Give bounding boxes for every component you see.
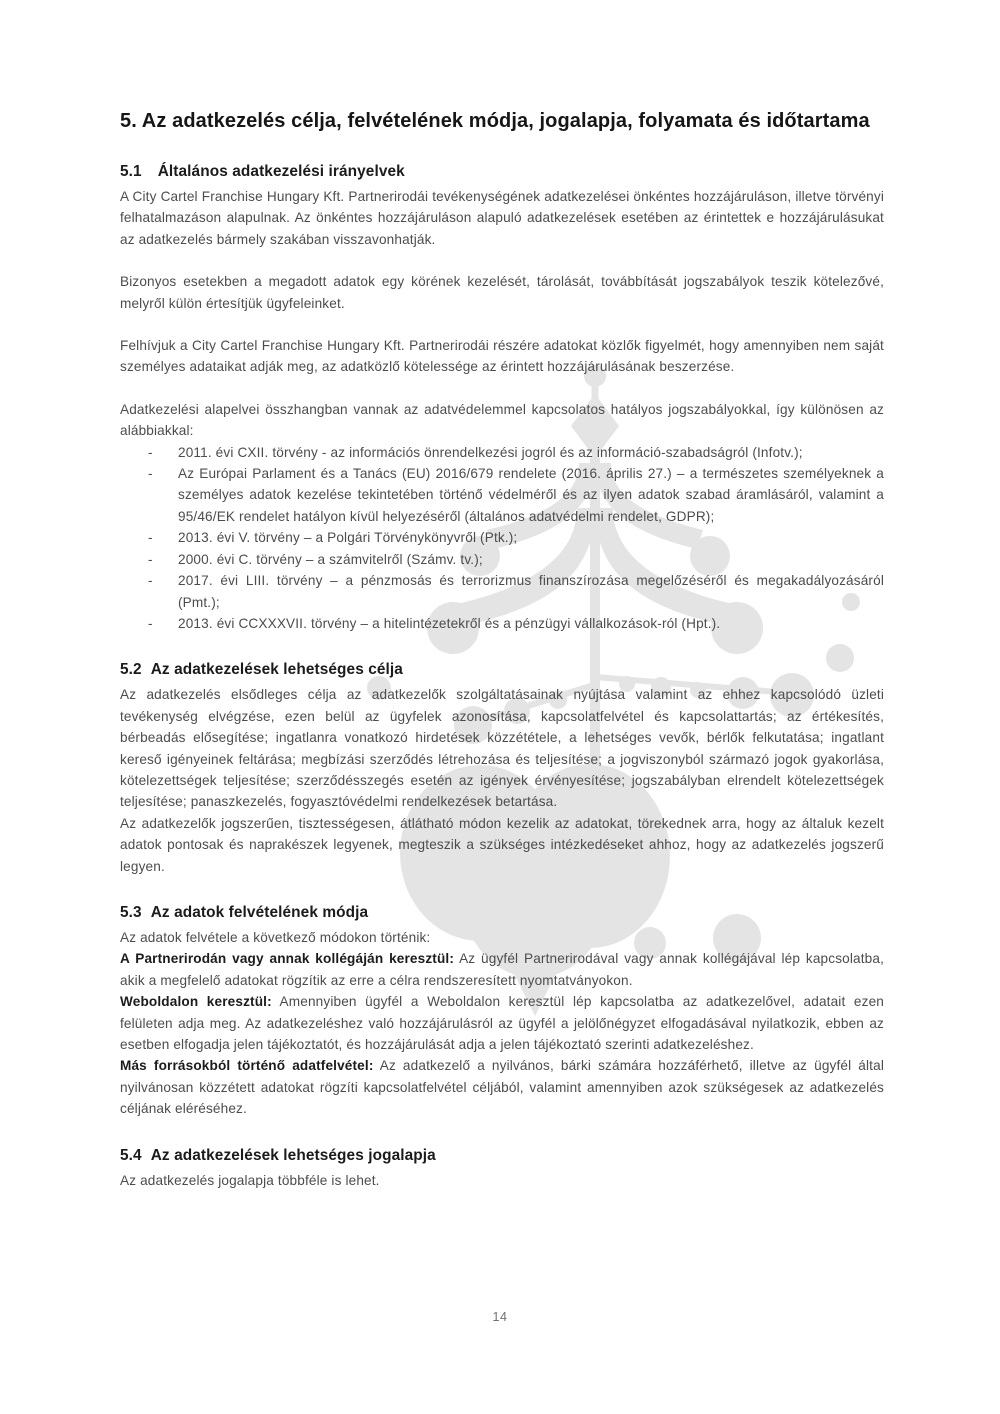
- section-heading-5-3: [120, 902, 884, 924]
- section-heading-5-1: [120, 161, 884, 183]
- list-item: [120, 549, 884, 570]
- method-text: Az adatkezelő a nyilvános, bárki számára hozzáférhető, illetve az ügyfél által nyilvánosan közzétett adatokat rögzíti kapcsolatfelvétel céljából, valamint amennyiben azok szükségesek az adatkezelés céljának eléréséhez.: [120, 1058, 884, 1117]
- paragraph: Az adatok felvétele a következő módokon történik:: [120, 929, 431, 945]
- list-item: [120, 442, 884, 463]
- paragraph: A City Cartel Franchise Hungary Kft. Partnerirodái tevékenységének adatkezelései önkéntes hozzájáruláson, illetve törvényi felhatalmazáson alapulnak. Az önkéntes hozzájáruláson alapuló adatkezelések esetében az érintettek e hozzájárulásukat az adatkezelés bármely szakában visszavonhatják.: [120, 189, 884, 247]
- list-item: [120, 570, 884, 613]
- paragraph: Az adatkezelés jogalapja többféle is lehet.: [120, 1172, 380, 1188]
- paragraph: Bizonyos esetekben a megadott adatok egy körének kezelését, tárolását, továbbítását jogszabályok teszik kötelezővé, melyről külön értesítjük ügyfeleinket.: [120, 274, 884, 311]
- method-lead: A Partnerirodán vagy annak kollégáján keresztül:: [120, 951, 455, 967]
- dash-bullet: -: [148, 551, 153, 567]
- list-item-text: 2011. évi CXII. törvény - az információs önrendelkezési jogról és az információ-szabadságról (Infotv.);: [178, 444, 803, 460]
- section-number: 5.3: [120, 903, 142, 921]
- section-number: 5.4: [120, 1146, 142, 1164]
- section-heading-5-4: [120, 1145, 884, 1167]
- section-title: Az adatkezelések lehetséges jogalapja: [150, 1146, 436, 1164]
- section-title: Általános adatkezelési irányelvek: [157, 163, 405, 180]
- paragraph: [120, 991, 884, 1055]
- list-item-text: Az Európai Parlament és a Tanács (EU) 2016/679 rendelete (2016. április 27.) – a természetes személyeknek a személyes adatok kezelése tekintetében történő védelméről és az ilyen adatok szabad áramlásáról, valamint a 95/46/EK rendelet hatályon kívül helyezéséről (általános adatvédelmi rendelet, GDPR);: [178, 466, 884, 524]
- list-item-text: 2013. évi CCXXXVII. törvény – a hitelintézetekről és a pénzügyi vállalkozások-ról (Hpt.).: [178, 615, 721, 631]
- page-title: 5. Az adatkezelés célja, felvételének módja, jogalapja, folyamata és időtartama: [120, 110, 870, 132]
- list-item-text: 2000. évi C. törvény – a számvitelről (Számv. tv.);: [178, 551, 483, 567]
- method-lead: Más forrásokból történő adatfelvétel:: [120, 1058, 374, 1074]
- list-item-text: 2013. évi V. törvény – a Polgári Törvénykönyvről (Ptk.);: [178, 530, 518, 546]
- paragraph: Felhívjuk a City Cartel Franchise Hungary Kft. Partnerirodái részére adatokat közlők figyelmét, hogy amennyiben nem saját személyes adataikat adják meg, az adatközlő kötelessége az érintett hozzájárulásának beszerzése.: [120, 338, 884, 375]
- dash-bullet: -: [148, 530, 153, 546]
- method-text: Amennyiben ügyfél a Weboldalon keresztül lép kapcsolatba az adatkezelővel, adatait ezen felületen adja meg. Az adatkezeléshez való hozzájárulásról az ügyfél a jelölőnégyzet elfogadásával nyilatkozik, ebben az esetben elfogadja jelen tájékoztatót, és hozzájárulását adja a jelen tájékoztató szerinti adatkezeléshez.: [120, 994, 884, 1052]
- dash-bullet: -: [148, 444, 153, 460]
- paragraph: Az adatkezelés elsődleges célja az adatkezelők szolgáltatásainak nyújtása valamint az ehhez kapcsolódó üzleti tevékenység elvégzése, ezen belül az ügyfelek azonosítása, kapcsolatfelvétel és kapcsolattartás; az értékesítés, bérbeadás elősegítése; ingatlanra vonatkozó hirdetések közzététele, a lehetséges vevők, bérlők felkutatása; ingatlant kereső igényeinek feltárása; megbízási szerződés létrehozása és teljesítése; a jogviszonyból származó jogok gyakorlása, kötelezettségek teljesítése; szerződésszegés esetén az igények érvényesítése; jogszabályban elrendelt kötelezettségek teljesítése; panaszkezelés, fogyasztóvédelmi rendelkezések betartása.: [120, 687, 884, 810]
- list-item-text: 2017. évi LIII. törvény – a pénzmosás és terrorizmus finanszírozása megelőzéséről és megakadályozásáról (Pmt.);: [178, 573, 884, 610]
- section-number: 5.2: [120, 661, 142, 679]
- paragraph: [120, 1055, 884, 1119]
- paragraph: Az adatkezelők jogszerűen, tisztességesen, átlátható módon kezelik az adatokat, törekednek arra, hogy az általuk kezelt adatok pontosak és naprakészek legyenek, megteszik a szükséges intézkedéseket ahhoz, hogy az adatkezelés jogszerű legyen.: [120, 815, 884, 874]
- dash-bullet: -: [148, 573, 153, 589]
- method-text: Az ügyfél Partnerirodával vagy annak kollégájával lép kapcsolatba, akik a megfelelő adatokat rögzítik az erre a célra rendszeresített nyomtatványokon.: [120, 951, 884, 988]
- list-item: [120, 463, 884, 527]
- paragraph: [120, 948, 884, 991]
- dash-bullet: -: [148, 466, 153, 482]
- list-item: [120, 527, 884, 548]
- section-heading-5-2: [120, 659, 884, 681]
- section-title: Az adatkezelések lehetséges célja: [150, 661, 403, 679]
- law-list: [120, 442, 884, 635]
- section-number: 5.1: [120, 163, 142, 180]
- document-content: [120, 106, 884, 1191]
- paragraph: Adatkezelési alapelvei összhangban vannak az adatvédelemmel kapcsolatos hatályos jogszabályokkal, így különösen az alábbiakkal:: [120, 401, 884, 439]
- method-lead: Weboldalon keresztül:: [120, 994, 272, 1010]
- dash-bullet: -: [148, 615, 153, 631]
- page-number: 14: [492, 1310, 508, 1324]
- section-title: Az adatok felvételének módja: [150, 903, 369, 921]
- list-item: [120, 613, 884, 634]
